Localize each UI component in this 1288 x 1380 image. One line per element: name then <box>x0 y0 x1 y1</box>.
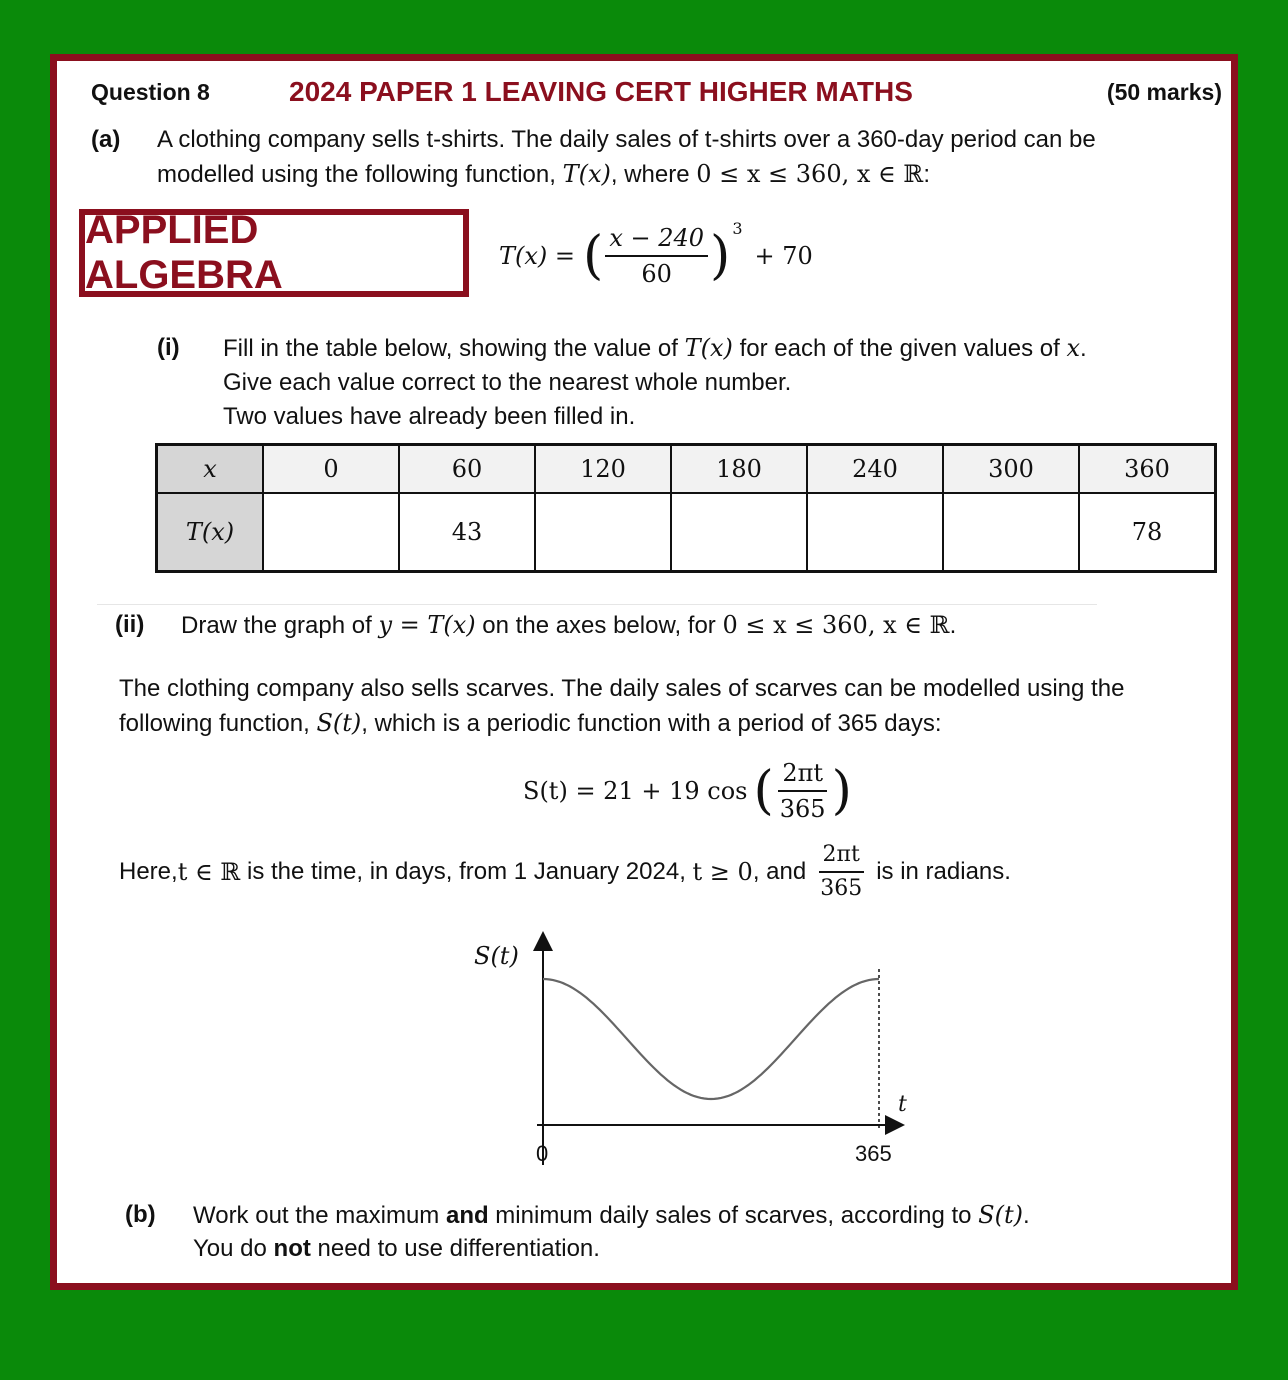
t-formula-open-paren: ( <box>583 226 604 286</box>
table-cell-t: 43 <box>399 493 535 572</box>
values-table <box>155 443 1217 573</box>
t-formula-rhs: + 70 <box>754 242 813 270</box>
table-cell-t[interactable] <box>671 493 807 572</box>
part-b-line2-pre: You do <box>193 1235 274 1262</box>
table-row-t <box>157 493 1216 572</box>
part-i-line3: Two values have already been filled in. <box>223 403 636 430</box>
here-math2: t ≥ 0 <box>692 858 753 886</box>
table-cell-t[interactable] <box>943 493 1079 572</box>
scarves-line2-end: , which is a periodic function with a period of 365 days: <box>361 710 942 737</box>
cosine-curve <box>543 979 879 1099</box>
part-b-line1-func: S(t) <box>978 1201 1023 1229</box>
part-a-line2-pre: modelled using the following function, <box>157 161 563 188</box>
x-axis-label: t <box>898 1092 907 1117</box>
table-cell-t: 78 <box>1079 493 1216 572</box>
table-head-x: x <box>157 445 264 494</box>
y-axis-label: S(t) <box>474 942 519 970</box>
table-cell-x: 0 <box>263 445 399 494</box>
part-ii-text <box>181 608 956 643</box>
table-cell-x: 360 <box>1079 445 1216 494</box>
part-b-line2 <box>193 1232 600 1266</box>
part-ii-text-mid: on the axes below, for <box>475 612 723 639</box>
table-cell-t[interactable] <box>535 493 671 572</box>
table-cell-x: 180 <box>671 445 807 494</box>
here-mid: is the time, in days, from 1 January 2024, <box>240 858 693 885</box>
part-a-line2-domain: 0 ≤ x ≤ 360, x ∈ ℝ <box>696 160 924 188</box>
part-b-line2-bold: not <box>273 1235 311 1262</box>
table-cell-x: 120 <box>535 445 671 494</box>
question-number: Question 8 <box>91 79 210 105</box>
x-end-label: 365 <box>855 1141 892 1166</box>
scarves-line1: The clothing company also sells scarves. The daily sales of scarves can be modelled using the <box>119 675 1125 702</box>
marks-label: (50 marks) <box>1106 79 1222 105</box>
question-page <box>50 54 1238 1290</box>
page-title: 2024 PAPER 1 LEAVING CERT HIGHER MATHS <box>289 76 913 107</box>
part-b-line2-end: need to use differentiation. <box>310 1235 600 1262</box>
table-cell-t[interactable] <box>807 493 943 572</box>
part-a-line2-mid: , where <box>610 161 697 188</box>
part-i-line1-mid: for each of the given values of <box>732 335 1067 362</box>
part-b-line1-mid: minimum daily sales of scarves, according to <box>488 1202 979 1229</box>
t-formula-lhs: T(x) = <box>499 242 576 270</box>
here-line <box>119 837 1011 907</box>
t-formula-close-paren: ) <box>710 226 731 286</box>
t-formula-numerator: x − 240 <box>605 223 708 257</box>
s-formula-fraction <box>776 758 830 824</box>
s-formula <box>523 755 854 827</box>
topic-badge: APPLIED ALGEBRA <box>79 209 469 297</box>
here-pre: Here, <box>119 858 178 885</box>
part-i-line1-func: T(x) <box>684 334 733 362</box>
t-formula-fraction <box>605 223 708 289</box>
table-cell-x: 60 <box>399 445 535 494</box>
part-a-line2-func: T(x) <box>562 160 611 188</box>
part-a-line2 <box>157 157 930 192</box>
scarves-line2-func: S(t) <box>316 709 362 737</box>
here-frac-den: 365 <box>820 876 863 901</box>
part-i-line1-end: . <box>1080 335 1087 362</box>
s-formula-open-paren: ( <box>753 761 774 821</box>
part-ii-text-domain: 0 ≤ x ≤ 360, x ∈ ℝ <box>722 611 950 639</box>
part-b-line1-end: . <box>1022 1202 1030 1229</box>
part-i-line1 <box>223 331 1087 366</box>
scarves-line2-pre: following function, <box>119 710 317 737</box>
table-head-t: T(x) <box>157 493 264 572</box>
part-i-line1-pre: Fill in the table below, showing the value of <box>223 335 685 362</box>
part-ii-label: (ii) <box>115 611 145 638</box>
t-formula <box>499 218 813 291</box>
s-formula-close-paren: ) <box>831 761 852 821</box>
s-formula-denominator: 365 <box>779 795 826 823</box>
table-cell-t[interactable] <box>263 493 399 572</box>
part-ii-text-eq: y = T(x) <box>378 611 476 639</box>
table-row-x <box>157 445 1216 494</box>
t-formula-denominator: 60 <box>641 260 672 288</box>
table-cell-x: 240 <box>807 445 943 494</box>
s-formula-lhs: S(t) = 21 + 19 cos <box>523 777 748 805</box>
part-b-label: (b) <box>125 1201 156 1228</box>
scarves-line2 <box>119 706 942 741</box>
here-fraction <box>816 841 866 903</box>
part-b-line1 <box>193 1198 1030 1233</box>
part-ii-text-end: . <box>949 612 957 639</box>
part-i-line2: Give each value correct to the nearest whole number. <box>223 369 792 396</box>
part-ii-text-pre: Draw the graph of <box>181 612 379 639</box>
part-a-label: (a) <box>91 126 121 153</box>
table-cell-x: 300 <box>943 445 1079 494</box>
scarves-graph <box>447 921 927 1181</box>
t-formula-exponent: 3 <box>732 218 743 238</box>
x-start-label: 0 <box>536 1141 549 1166</box>
here-and: , and <box>752 858 807 885</box>
part-a-line2-end: : <box>923 161 931 188</box>
part-b-line1-bold: and <box>445 1202 489 1229</box>
part-a-line1: A clothing company sells t-shirts. The daily sales of t-shirts over a 360-day period can be <box>157 126 1096 153</box>
here-frac-num: 2πt <box>819 841 864 873</box>
part-i-line1-var: x <box>1066 334 1080 362</box>
here-math1: t ∈ ℝ <box>177 858 241 886</box>
part-b-line1-pre: Work out the maximum <box>193 1202 446 1229</box>
part-i-label: (i) <box>157 334 180 361</box>
separator <box>97 604 1097 605</box>
here-end: is in radians. <box>876 858 1011 885</box>
s-formula-numerator: 2πt <box>778 758 827 792</box>
